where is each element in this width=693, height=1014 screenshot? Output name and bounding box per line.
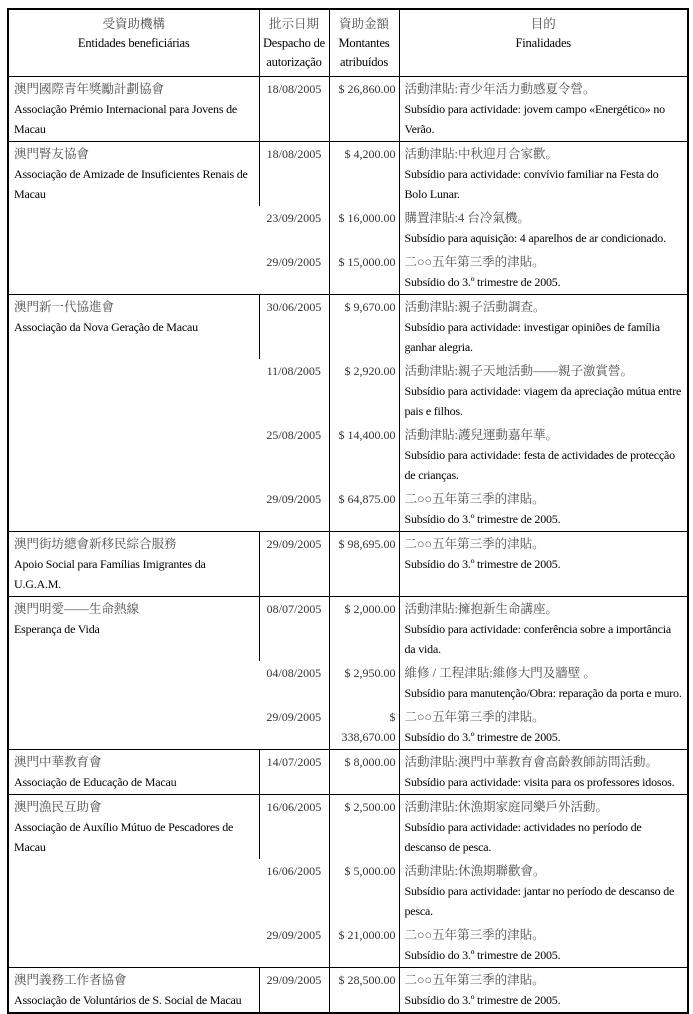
purpose-zh: 二○○五年第三季的津貼。 [404, 928, 545, 942]
entity-name-pt: Associação da Nova Geração de Macau [14, 320, 198, 334]
entity-row [8, 795, 688, 860]
purpose-zh: 活動津貼:休漁期聯歡會。 [404, 864, 546, 878]
entity-name-pt: Associação de Educação de Macau [14, 775, 177, 789]
purpose-pt: Subsídio para actividade: convívio familiar na Festa do Bolo Lunar. [404, 167, 659, 201]
header-date-pt: Despacho de autorização [262, 36, 325, 69]
purpose-pt: Subsídio para actividade: actividades no período de descanso de pesca. [404, 820, 642, 854]
purpose-pt: Subsídio para actividade: conferência sobre a importância da vida. [404, 622, 671, 656]
purpose-zh: 二○○五年第三季的津貼。 [404, 537, 545, 551]
entity-name-zh: 澳門漁民互助會 [14, 800, 102, 814]
grant-purpose [399, 705, 688, 750]
entity-name-pt: Associação Prémio Internacional para Jovens de Macau [14, 102, 238, 136]
grant-purpose [399, 250, 688, 295]
purpose-pt: Subsídio do 3.º trimestre de 2005. [404, 275, 561, 289]
grant-purpose [399, 923, 688, 968]
entity-cell [8, 532, 259, 597]
entity-row [8, 597, 688, 662]
grant-purpose [399, 206, 688, 250]
grant-purpose [399, 359, 688, 423]
purpose-zh: 二○○五年第三季的津貼。 [404, 710, 545, 724]
purpose-pt: Subsídio do 3.º trimestre de 2005. [404, 557, 561, 571]
header-amount-zh: 資助金額 [338, 17, 389, 31]
purpose-zh: 二○○五年第三季的津貼。 [404, 492, 545, 506]
header-entities [8, 9, 259, 77]
grant-date: 14/07/2005 [259, 750, 329, 795]
purpose-zh: 活動津貼:擁抱新生命講座。 [404, 602, 558, 616]
entity-name-zh: 澳門中華教育會 [14, 755, 102, 769]
header-entities-zh: 受資助機構 [102, 17, 165, 31]
grant-date: 23/09/2005 [266, 211, 322, 225]
grant-amount: $ 26,860.00 [329, 77, 399, 142]
grant-amount: $ 2,500.00 [329, 795, 399, 860]
entity-row-group [8, 968, 688, 1014]
purpose-pt: Subsídio para actividade: investigar opiniões de família ganhar alegria. [404, 320, 660, 354]
purpose-pt: Subsídio para manutenção/Obra: reparação da porta e muro. [404, 686, 682, 700]
entity-name-zh: 澳門義務工作者協會 [14, 973, 127, 987]
grant-purpose [399, 750, 688, 795]
entity-name-pt: Associação de Auxílio Mútuo de Pescadores de Macau [14, 820, 234, 854]
entity-cell [8, 597, 259, 750]
purpose-pt: Subsídio do 3.º trimestre de 2005. [404, 730, 561, 744]
entity-cell [8, 142, 259, 295]
grant-date: 04/08/2005 [266, 666, 322, 680]
entity-row [8, 750, 688, 795]
purpose-pt: Subsídio para aquisição: 4 aparelhos de ar condicionado. [404, 231, 666, 245]
grant-purpose [399, 423, 688, 487]
grant-date: 11/08/2005 [266, 364, 321, 378]
entity-name-pt: Associação de Amizade de Insuficientes Renais de Macau [14, 167, 248, 201]
grant-amount: $ 21,000.00 [329, 923, 399, 968]
header-purpose [399, 9, 688, 77]
purpose-zh: 活動津貼:休漁期家庭同樂戶外活動。 [404, 800, 608, 814]
entity-row-group [8, 795, 688, 968]
grant-amount: $ 16,000.00 [329, 206, 399, 250]
header-amount-pt: Montantes atribuídos [338, 36, 390, 69]
entity-name-pt: Esperança de Vida [14, 622, 100, 636]
grant-amount: $ 98,695.00 [329, 532, 399, 597]
grant-date: 29/09/2005 [259, 532, 329, 597]
grant-purpose [399, 295, 688, 360]
entity-row-group [8, 597, 688, 750]
table-header [8, 9, 688, 77]
grant-purpose [399, 142, 688, 207]
entity-name-pt: Associação de Voluntários de S. Social de Macau [14, 993, 242, 1007]
header-purpose-zh: 目的 [530, 17, 556, 31]
entity-name-zh: 澳門腎友協會 [14, 147, 90, 161]
grant-date: 18/08/2005 [259, 142, 329, 207]
entity-row-group [8, 142, 688, 295]
grant-amount: $ 338,670.00 [329, 705, 399, 750]
grant-purpose [399, 859, 688, 923]
grant-amount: $ 15,000.00 [329, 250, 399, 295]
entity-row-group [8, 532, 688, 597]
entity-row-group [8, 77, 688, 142]
entity-cell [8, 77, 259, 142]
grant-amount: $ 9,670.00 [329, 295, 399, 360]
grant-amount: $ 4,200.00 [329, 142, 399, 207]
entity-row [8, 532, 688, 597]
entity-cell [8, 750, 259, 795]
grant-purpose [399, 597, 688, 662]
entity-name-zh: 澳門新一代協進會 [14, 300, 115, 314]
grant-date: 29/09/2005 [266, 492, 322, 506]
grant-amount: $ 2,000.00 [329, 597, 399, 662]
header-amount [329, 9, 399, 77]
grant-date: 16/06/2005 [259, 795, 329, 860]
header-entities-pt: Entidades beneficiárias [77, 36, 190, 50]
grant-date: 30/06/2005 [259, 295, 329, 360]
entity-name-pt: Apoio Social para Famílias Imigrantes da U.G.A.M. [14, 557, 206, 591]
purpose-pt: Subsídio para actividade: jovem campo «Energético» no Verão. [404, 102, 665, 136]
entity-name-zh: 澳門國際青年獎勵計劃協會 [14, 82, 165, 96]
entity-cell [8, 968, 259, 1014]
purpose-pt: Subsídio para actividade: jantar no período de descanso de pesca. [404, 884, 675, 918]
subsidy-table [7, 8, 689, 1014]
header-purpose-pt: Finalidades [515, 36, 571, 50]
grant-purpose [399, 532, 688, 597]
purpose-zh: 活動津貼:護兒運動嘉年華。 [404, 428, 558, 442]
purpose-zh: 活動津貼:親子活動調查。 [404, 300, 546, 314]
grant-date: 18/08/2005 [259, 77, 329, 142]
purpose-zh: 購置津貼:4 台冷氣機。 [404, 211, 530, 225]
grant-purpose [399, 77, 688, 142]
purpose-pt: Subsídio do 3.º trimestre de 2005. [404, 993, 561, 1007]
grant-amount: $ 14,400.00 [329, 423, 399, 487]
purpose-zh: 活動津貼:青少年活力動感夏令營。 [404, 82, 596, 96]
grant-purpose [399, 661, 688, 705]
header-date-zh: 批示日期 [268, 17, 319, 31]
entity-cell [8, 795, 259, 968]
entity-row-group [8, 295, 688, 532]
purpose-zh: 活動津貼:澳門中華教育會高齡教師訪問活動。 [404, 755, 658, 769]
grant-amount: $ 8,000.00 [329, 750, 399, 795]
grant-date: 29/09/2005 [266, 710, 322, 724]
grant-date: 29/09/2005 [259, 968, 329, 1014]
grant-amount: $ 28,500.00 [329, 968, 399, 1014]
grant-amount: $ 5,000.00 [329, 859, 399, 923]
grant-purpose [399, 795, 688, 860]
entity-row [8, 77, 688, 142]
grant-date: 16/06/2005 [266, 864, 322, 878]
entity-row [8, 968, 688, 1014]
entity-row [8, 295, 688, 360]
grant-amount: $ 2,920.00 [329, 359, 399, 423]
entity-name-zh: 澳門明愛——生命熱線 [14, 602, 140, 616]
entity-cell [8, 295, 259, 532]
grant-date: 25/08/2005 [266, 428, 322, 442]
purpose-pt: Subsídio para actividade: viagem da apreciação mútua entre pais e filhos. [404, 384, 682, 418]
grant-amount: $ 2,950.00 [329, 661, 399, 705]
header-date [259, 9, 329, 77]
grant-purpose [399, 487, 688, 532]
grant-date: 29/09/2005 [266, 255, 322, 269]
purpose-zh: 活動津貼:中秋迎月合家歡。 [404, 147, 558, 161]
purpose-zh: 二○○五年第三季的津貼。 [404, 973, 545, 987]
purpose-pt: Subsídio para actividade: festa de actividades de protecção de crianças. [404, 448, 675, 482]
purpose-zh: 維修 / 工程津貼:維修大門及牆壁 。 [404, 666, 596, 680]
grant-purpose [399, 968, 688, 1014]
purpose-pt: Subsídio do 3.º trimestre de 2005. [404, 948, 561, 962]
grant-date: 29/09/2005 [266, 928, 322, 942]
header-row [8, 9, 688, 77]
purpose-pt: Subsídio para actividade: visita para os professores idosos. [404, 775, 675, 789]
entity-row [8, 142, 688, 207]
grant-amount: $ 64,875.00 [329, 487, 399, 532]
entity-row-group [8, 750, 688, 795]
purpose-zh: 活動津貼:親子天地活動——親子激賞營。 [404, 364, 633, 378]
grant-date: 08/07/2005 [259, 597, 329, 662]
purpose-zh: 二○○五年第三季的津貼。 [404, 255, 545, 269]
purpose-pt: Subsídio do 3.º trimestre de 2005. [404, 512, 561, 526]
entity-name-zh: 澳門街坊總會新移民綜合服務 [14, 537, 177, 551]
